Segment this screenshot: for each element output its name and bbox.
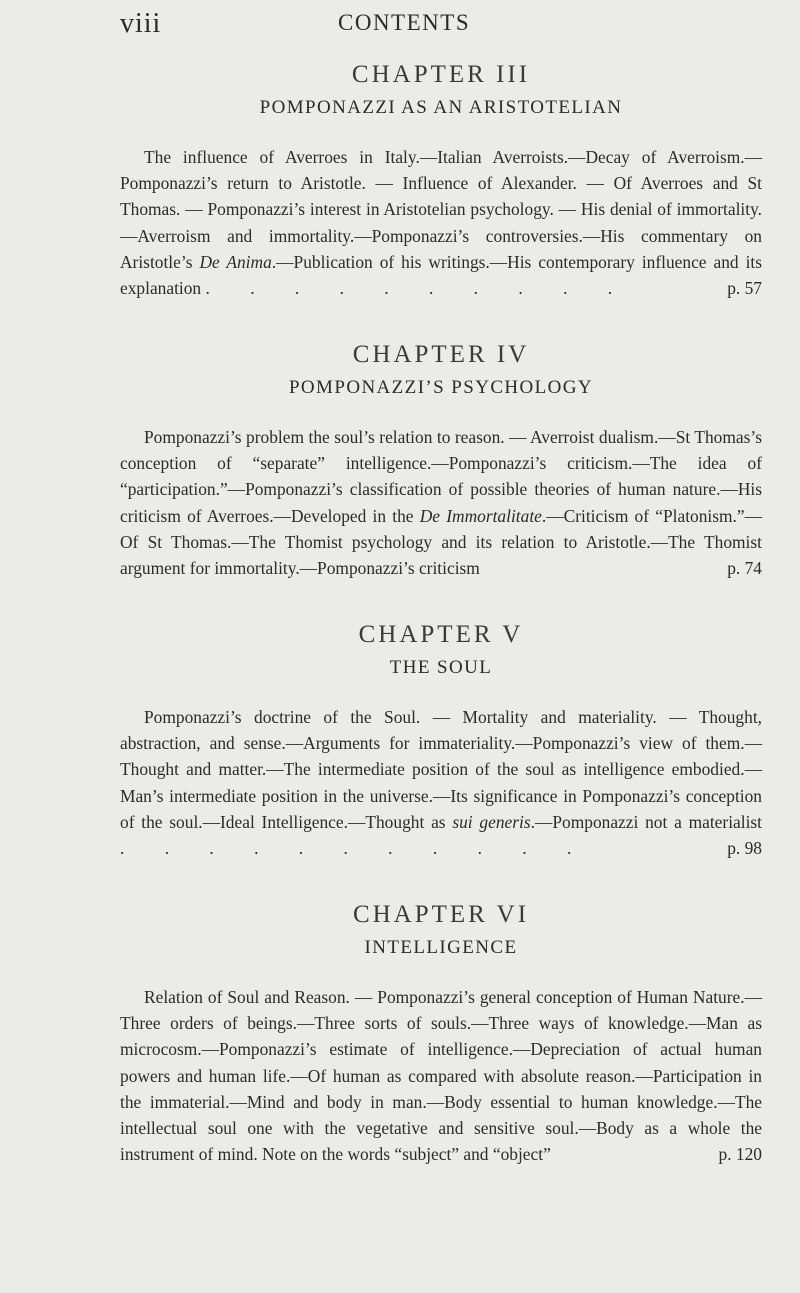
running-head [120,8,760,42]
chapter-synopsis [120,424,762,581]
chapter-3 [120,60,762,301]
chapter-heading: CHAPTER IV [352,341,530,368]
chapter-synopsis [120,984,762,1167]
chapter-4 [120,340,762,581]
chapter-synopsis [120,144,762,301]
chapter-heading: CHAPTER VI [352,901,530,928]
synopsis-text: Pomponazzi’s doctrine of the Soul. — Mortality and materiality. — Thought, abstraction, and sense.—Arguments for immateriality.—Pomponazzi’s view of them.—Thought and matter.—The intermediate position of the soul as intelligence embodied.—Man’s intermediate position in the universe.—Its significance in Pomponazzi’s conception of the soul.—Ideal Intelligence.—Thought as [120,707,762,832]
page-reference: p. 120 [718,1144,762,1165]
synopsis-text: Pomponazzi’s problem the soul’s relation to reason. — Averroist dualism.—St Thomas’s conception of “separate” intelligence.—Pomponazzi’s criticism.—The idea of “participation.”—Pomponazzi’s classification of possible theories of human nature.—His criticism of Averroes.—Developed in the [120,427,762,526]
synopsis-italic: De Anima [199,251,272,272]
page-number: viii [120,8,162,39]
chapter-title: THE SOUL [389,657,493,678]
chapter-title: INTELLIGENCE [364,937,518,958]
synopsis-text: .—Criticism of “Platonism.”—Of St Thomas.—The Thomist psychology and its relation to Aristotle.—The Thomist argument for immortality.—Pomponazzi’s criticism [120,505,763,579]
dot-leader: . . . . . . . . . . [205,278,631,299]
chapter-5 [120,620,762,861]
chapter-heading: CHAPTER III [351,61,531,88]
page-reference: p. 74 [727,558,762,579]
synopsis-text: Relation of Soul and Reason. — Pomponazzi’s general conception of Human Nature.—Three orders of beings.—Three sorts of souls.—Three ways of knowledge.—Man as microcosm.—Pomponazzi’s estimate of intelligence.—Depreciation of actual human powers and human life.—Of human as compared with absolute reason.—Participation in the immaterial.—Mind and body in man.—Body essential to human knowledge.—The intellectual soul one with the vegetative and sensitive soul.—Body as a whole the instrument of mind. Note on the words “subject” and “object” [120,987,762,1165]
chapter-title: POMPONAZZI’S PSYCHOLOGY [288,377,594,398]
page-reference: p. 98 [727,838,762,859]
dot-leader: . . . . . . . . . . . [120,838,590,859]
chapter-heading: CHAPTER V [358,621,524,648]
page-reference: p. 57 [727,278,762,299]
synopsis-text: .—Publication of his writings.—His contemporary influence and its explanation [120,251,763,299]
chapter-title: POMPONAZZI AS AN ARISTOTELIAN [259,97,623,118]
synopsis-italic: De Immortalitate [419,505,542,526]
synopsis-text: The influence of Averroes in Italy.—Italian Averroists.—Decay of Averroism.—Pomponazzi’s return to Aristotle. — Influence of Alexander. — Of Averroes and St Thomas. — Pomponazzi’s interest in Aristotelian psychology. — His denial of immortality.—Averroism and immortality.—Pomponazzi’s controversies.—His commentary on Aristotle’s [120,147,762,272]
synopsis-text: .—Pomponazzi not a materialist [530,811,763,832]
chapter-6 [120,900,762,1167]
running-title: CONTENTS [338,10,471,35]
synopsis-italic: sui generis [452,811,531,832]
chapter-synopsis [120,704,762,861]
